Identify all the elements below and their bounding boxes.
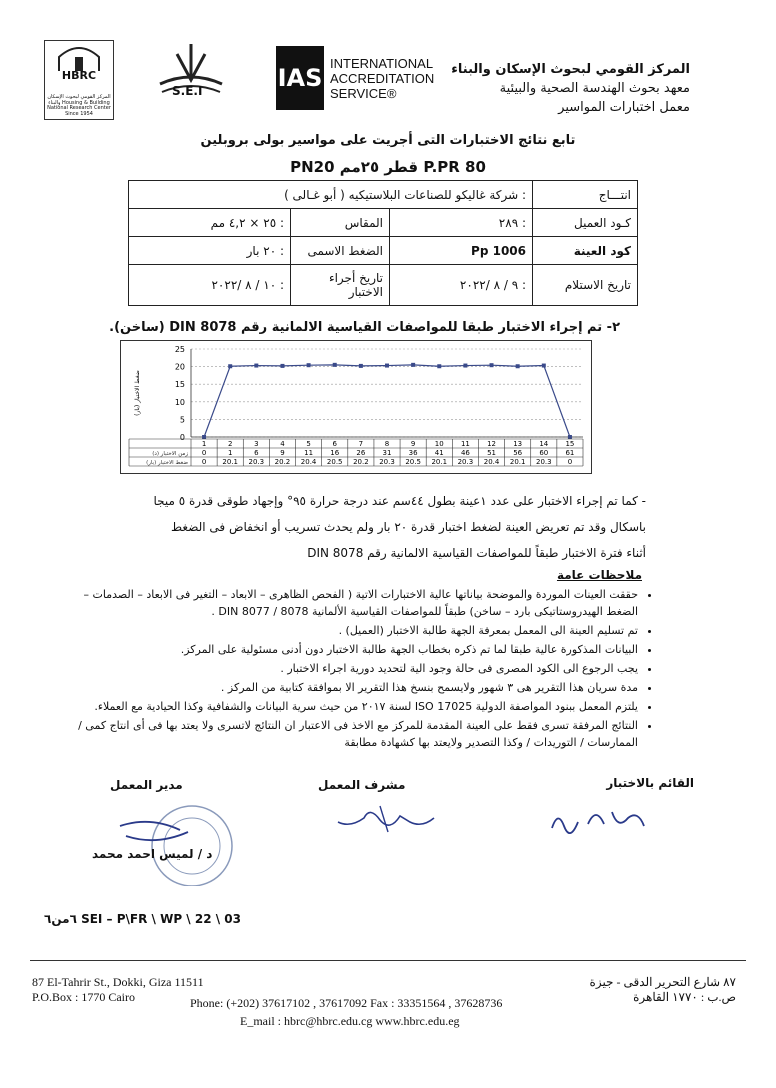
size-label: المقاس bbox=[291, 209, 390, 237]
sample-info-table bbox=[128, 180, 638, 306]
x-tick-label: 2 bbox=[227, 440, 233, 448]
data-label: 11 bbox=[304, 449, 314, 457]
sei-logo-text: S.E.I bbox=[172, 84, 203, 98]
x-tick-label: 7 bbox=[358, 440, 364, 448]
footer-phone: Phone: (+202) 37617102 , 37617092 Fax : 33351564 , 37628736 bbox=[190, 996, 503, 1010]
x-tick-label: 9 bbox=[410, 440, 416, 448]
test-note bbox=[126, 488, 646, 566]
data-point bbox=[411, 363, 415, 367]
data-label: 51 bbox=[487, 449, 496, 457]
y-tick-label: 20 bbox=[174, 362, 185, 372]
director-name: د / لميس احمد محمد bbox=[92, 847, 213, 861]
x-tick-label: 5 bbox=[306, 440, 311, 448]
tester-signature-icon bbox=[548, 800, 658, 836]
ias-logo: IAS bbox=[276, 46, 324, 110]
data-label: 20.3 bbox=[248, 458, 265, 466]
x-tick-label: 11 bbox=[460, 440, 470, 448]
pressure-chart-svg bbox=[121, 341, 591, 473]
report-title: تابع نتائج الاختبارات التى أجريت على مواسير بولى بروبلين bbox=[200, 133, 576, 148]
address-en-line-1: 87 El-Tahrir St., Dokki, Giza 11511 bbox=[32, 975, 204, 989]
data-point bbox=[437, 364, 441, 368]
footer-address-en bbox=[32, 975, 204, 1005]
form-code: SEI – P\FR \ WP \ 22 \ 03 bbox=[81, 912, 241, 926]
data-point bbox=[490, 363, 494, 367]
data-label: 31 bbox=[382, 449, 392, 457]
product-label: انتـــاج bbox=[533, 181, 638, 209]
page-number: ٦من٦ bbox=[44, 912, 77, 926]
footer-email: E_mail : hbrc@hbrc.edu.cg www.hbrc.edu.eg bbox=[240, 1014, 460, 1028]
client-code-label: كـود العميل bbox=[533, 209, 638, 237]
institute-name: معهد بحوث الهندسة الصحية والبيئية bbox=[499, 81, 690, 96]
x-tick-label: 6 bbox=[332, 440, 337, 448]
data-label: 20.5 bbox=[326, 458, 343, 466]
table-row-label: زمن الاختبار (د) bbox=[152, 451, 188, 457]
receipt-date-label: تاريخ الاستلام bbox=[533, 265, 638, 306]
data-label: 20.2 bbox=[274, 458, 291, 466]
document-code bbox=[44, 912, 241, 926]
pressure-chart bbox=[120, 340, 592, 474]
y-tick-label: 15 bbox=[174, 380, 185, 390]
remark-item: • مدة سريان هذا التقرير هى ٣ شهور ولايسمح بنسخ هذا التقرير الا بموافقة كتابية من المركز . bbox=[78, 679, 638, 696]
official-stamp-icon bbox=[110, 796, 250, 886]
data-label: 0 bbox=[201, 458, 207, 466]
x-tick-label: 1 bbox=[201, 440, 207, 448]
data-point bbox=[254, 364, 258, 368]
table-row-label: ضغط الاختبار (بار) bbox=[146, 460, 188, 466]
remark-item: • يلتزم المعمل ببنود المواصفة الدولية ISO 17025 لسنة ٢٠١٧ من حيث سرية البيانات والشفافية وكذا الحيادية مع العملاء. bbox=[78, 698, 638, 715]
data-label: 0 bbox=[201, 449, 207, 457]
data-label: 20.3 bbox=[379, 458, 395, 466]
remark-item: • يجب الرجوع الى الكود المصرى فى حالة وجود الية لتحديد دورية اجراء الاختبار . bbox=[78, 660, 638, 677]
org-name: المركز القومي لبحوث الإسكان والبناء bbox=[451, 62, 690, 77]
footer-divider bbox=[30, 960, 746, 961]
pressure-label: الضغط الاسمى bbox=[291, 237, 390, 265]
ias-name bbox=[330, 56, 434, 101]
data-label: 20.3 bbox=[536, 458, 552, 466]
director-title: مدير المعمل bbox=[110, 778, 183, 792]
pressure-value: : ٢٠ بار bbox=[129, 237, 291, 265]
remark-item: • البيانات المذكورة عالية طبقا لما تم ذكره بخطاب الجهة طالبة الاختبار دون أدنى مسئولية على المركز. bbox=[78, 641, 638, 658]
report-subtitle: P.PR 80 قطر ٢٥مم PN20 bbox=[290, 158, 486, 176]
data-label: 20.2 bbox=[353, 458, 369, 466]
sample-code-value: Pp 1006 bbox=[390, 237, 533, 265]
data-label: 56 bbox=[513, 449, 523, 457]
address-en-line-2: P.O.Box : 1770 Cairo bbox=[32, 990, 136, 1004]
data-label: 20.3 bbox=[457, 458, 474, 466]
product-value: : شركة غاليكو للصناعات البلاستيكيه ( أبو غـالى ) bbox=[129, 181, 533, 209]
data-label: 61 bbox=[565, 449, 575, 457]
footer-address-ar bbox=[590, 975, 736, 1005]
data-point bbox=[568, 435, 572, 439]
remark-item: • النتائج المرفقة تسرى فقط على العينة المقدمة للمركز مع الاخذ فى الاعتبار ان النتائج لاتسرى ولا يعتد بها فى أى انتاج كمى / الممارسات / التوريدات / وكذا التصدير ولايعتد بها كشهادة مطابقة bbox=[78, 717, 638, 751]
test-date-value: : ١٠ / ٨ /٢٠٢٢ bbox=[129, 265, 291, 306]
data-label: 26 bbox=[356, 449, 366, 457]
data-point bbox=[228, 364, 232, 368]
data-label: 9 bbox=[280, 449, 285, 457]
data-point bbox=[516, 364, 520, 368]
remark-item: • تم تسليم العينة الى المعمل بمعرفة الجهة طالبة الاختبار (العميل) . bbox=[78, 622, 638, 639]
data-label: 60 bbox=[539, 449, 549, 457]
note-line-3: أثناء فترة الاختبار طبقاً للمواصفات القياسية الالمانية رقم DIN 8078 bbox=[307, 546, 646, 560]
ias-line-2: ACCREDITATION bbox=[330, 71, 435, 86]
org-header bbox=[451, 60, 690, 117]
remarks-heading: ملاحظات عامة bbox=[556, 568, 642, 582]
x-tick-label: 15 bbox=[565, 440, 575, 448]
data-point bbox=[333, 363, 337, 367]
y-tick-label: 25 bbox=[174, 345, 185, 354]
x-tick-label: 3 bbox=[254, 440, 259, 448]
note-line-2: باسكال وقد تم تعريض العينة لضغط اختبار قدرة ٢٠ بار ولم يحدث تسريب أو انخفاض فى الضغط bbox=[171, 520, 646, 534]
supervisor-signature-icon bbox=[330, 798, 440, 834]
data-point bbox=[463, 364, 467, 368]
data-label: 41 bbox=[434, 449, 444, 457]
remarks-list bbox=[78, 586, 652, 753]
x-tick-label: 14 bbox=[539, 440, 549, 448]
tester-title: القائم بالاختبار bbox=[606, 776, 694, 790]
data-point bbox=[202, 435, 206, 439]
data-label: 20.1 bbox=[222, 458, 238, 466]
y-tick-label: 10 bbox=[174, 397, 185, 407]
data-label: 20.4 bbox=[483, 458, 500, 466]
address-ar-line-1: ٨٧ شارع التحرير الدقى - جيزة bbox=[589, 975, 736, 989]
data-label: 20.1 bbox=[509, 458, 526, 466]
data-label: 16 bbox=[330, 449, 340, 457]
data-label: 20.5 bbox=[405, 458, 421, 466]
size-value: : ٢٥ × ٤,٢ مم bbox=[129, 209, 291, 237]
x-tick-label: 12 bbox=[487, 440, 496, 448]
data-point bbox=[307, 363, 311, 367]
section-2-heading: ٢- تم إجراء الاختبار طبقا للمواصفات القياسية الالمانية رقم DIN 8078 (ساخن). bbox=[109, 320, 620, 335]
client-code-value: : ٢٨٩ bbox=[390, 209, 533, 237]
address-ar-line-2: ص.ب : ١٧٧٠ القاهرة bbox=[633, 990, 736, 1004]
y-tick-label: 5 bbox=[179, 415, 185, 425]
x-tick-label: 13 bbox=[513, 440, 523, 448]
data-point bbox=[385, 364, 389, 368]
data-label: 20.1 bbox=[431, 458, 448, 466]
data-label: 6 bbox=[254, 449, 259, 457]
hbrc-logo bbox=[44, 40, 114, 120]
data-label: 36 bbox=[408, 449, 418, 457]
data-point bbox=[359, 364, 363, 368]
lab-name: معمل اختبارات المواسير bbox=[558, 100, 690, 115]
remark-item: • حققت العينات الموردة والموضحة بياناتها عالية الاختبارات الاتية ( الفحص الظاهرى – الابعاد – التغير فى الابعاد – الصدمات – الضغط الهيدروستاتيكى بارد – ساخن) طبقاً للمواصفات القياسية الألمانية DIN 8077 / 8078 . bbox=[78, 586, 638, 620]
x-tick-label: 10 bbox=[434, 440, 444, 448]
data-label: 1 bbox=[227, 449, 233, 457]
sample-code-label: كود العينة bbox=[533, 237, 638, 265]
pressure-series-line bbox=[204, 365, 570, 437]
data-label: 46 bbox=[460, 449, 470, 457]
y-axis-label: ضغط الاختبار (بار) bbox=[134, 370, 141, 416]
hbrc-logo-text: HBRC bbox=[61, 69, 97, 82]
supervisor-title: مشرف المعمل bbox=[318, 778, 406, 792]
data-label: 0 bbox=[567, 458, 573, 466]
sei-logo bbox=[152, 40, 230, 116]
test-date-label: تاريخ أجراء الاختبار bbox=[291, 265, 390, 306]
x-tick-label: 4 bbox=[280, 440, 285, 448]
data-label: 20.4 bbox=[300, 458, 317, 466]
note-line-1: - كما تم إجراء الاختبار على عدد ١عينة بطول ٤٤سم عند درجة حرارة ٩٥° وإجهاد طوقى قدرة ٥ ميجا bbox=[153, 494, 646, 508]
ias-line-3: SERVICE® bbox=[330, 86, 397, 101]
y-tick-label: 0 bbox=[179, 433, 185, 442]
ias-line-1: INTERNATIONAL bbox=[330, 56, 434, 71]
hbrc-logo-subtext: المركز القومي لبحوث الإسكان والبناء Housing & Building National Research Center Since 1954 bbox=[47, 94, 111, 117]
x-tick-label: 8 bbox=[384, 440, 390, 448]
data-point bbox=[280, 364, 284, 368]
data-point bbox=[542, 364, 546, 368]
receipt-date-value: : ٩ / ٨ /٢٠٢٢ bbox=[390, 265, 533, 306]
